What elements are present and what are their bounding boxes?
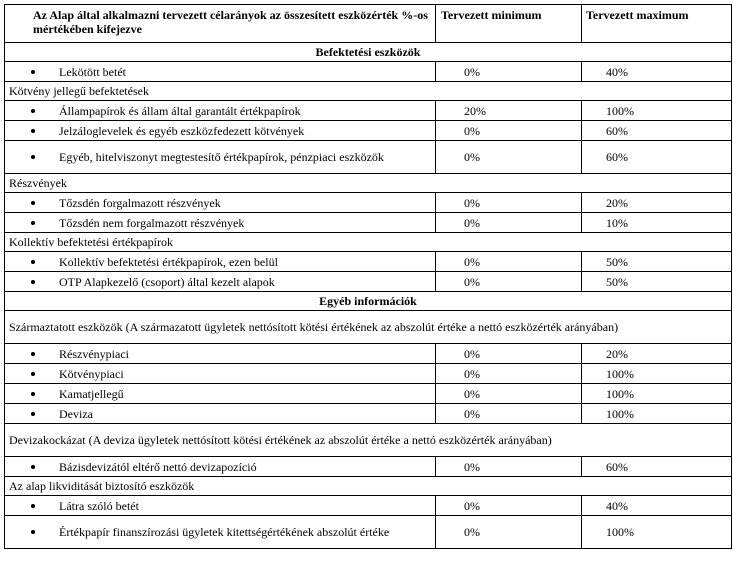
- max-value: 40%: [582, 62, 732, 82]
- item-cell: [5, 496, 436, 516]
- section-title: Egyéb információk: [5, 292, 732, 311]
- item-label: OTP Alapkezelő (csoport) által kezelt alapok: [59, 274, 275, 289]
- bullet-icon: [31, 372, 35, 376]
- bullet-icon: [31, 465, 35, 469]
- item-cell: [5, 62, 436, 82]
- item-label: Részvénypiaci: [59, 346, 129, 361]
- table-row: [5, 141, 732, 174]
- min-value: 0%: [436, 121, 582, 141]
- max-value: 50%: [582, 252, 732, 272]
- category-label: Kötvény jellegű befektetések: [5, 82, 732, 101]
- min-value: 20%: [436, 101, 582, 121]
- item-label: Kötvénypiaci: [59, 366, 124, 381]
- bullet-icon: [31, 70, 35, 74]
- category-label: Az alap likviditását biztosító eszközök: [5, 477, 732, 496]
- item-label: Kollektív befektetési értékpapírok, ezen belül: [59, 254, 278, 269]
- bullet-icon: [31, 155, 35, 159]
- table-row: [5, 213, 732, 233]
- table-row: [5, 364, 732, 384]
- item-label: Állampapírok és állam által garantált értékpapírok: [59, 103, 301, 118]
- category-row: [5, 477, 732, 496]
- min-value: 0%: [436, 193, 582, 213]
- item-cell: [5, 384, 436, 404]
- bullet-icon: [31, 201, 35, 205]
- category-label: Devizakockázat (A deviza ügyletek nettósított kötési értékének az abszolút értéke a nettó eszközérték arányában): [5, 424, 732, 457]
- max-value: 20%: [582, 344, 732, 364]
- min-value: 0%: [436, 272, 582, 292]
- min-value: 0%: [436, 364, 582, 384]
- category-row: [5, 233, 732, 252]
- category-row: [5, 424, 732, 457]
- max-value: 100%: [582, 101, 732, 121]
- item-label: Lekötött betét: [59, 64, 126, 79]
- section-title: Befektetési eszközök: [5, 43, 732, 62]
- header-row: [5, 5, 732, 43]
- bullet-icon: [31, 129, 35, 133]
- min-value: 0%: [436, 213, 582, 233]
- table-row: [5, 384, 732, 404]
- table-row: [5, 252, 732, 272]
- item-cell: [5, 457, 436, 477]
- table-row: [5, 344, 732, 364]
- bullet-icon: [31, 109, 35, 113]
- min-value: 0%: [436, 516, 582, 549]
- bullet-icon: [31, 352, 35, 356]
- item-cell: [5, 213, 436, 233]
- min-value: 0%: [436, 62, 582, 82]
- table-row: [5, 516, 732, 549]
- item-cell: [5, 404, 436, 424]
- bullet-icon: [31, 530, 35, 534]
- item-label: Tőzsdén nem forgalmazott részvények: [59, 215, 245, 230]
- category-label: Származtatott eszközök (A származatott ügyletek nettósított kötési értékének az abszolút értéke a nettó eszközérték arányában): [5, 311, 732, 344]
- min-value: 0%: [436, 457, 582, 477]
- bullet-icon: [31, 221, 35, 225]
- header-min: Tervezett minimum: [436, 5, 582, 43]
- max-value: 60%: [582, 121, 732, 141]
- item-label: Látra szóló betét: [59, 498, 139, 513]
- max-value: 100%: [582, 364, 732, 384]
- category-label: Részvények: [5, 174, 732, 193]
- item-cell: [5, 193, 436, 213]
- bullet-icon: [31, 280, 35, 284]
- max-value: 100%: [582, 516, 732, 549]
- min-value: 0%: [436, 496, 582, 516]
- item-cell: [5, 101, 436, 121]
- table-row: [5, 457, 732, 477]
- min-value: 0%: [436, 404, 582, 424]
- item-label: Bázisdevizától eltérő nettó devizapozíció: [59, 459, 257, 474]
- item-cell: [5, 272, 436, 292]
- table-row: [5, 272, 732, 292]
- table-row: [5, 496, 732, 516]
- item-label: Értékpapír finanszírozási ügyletek kitettségértékének abszolút értéke: [59, 525, 390, 539]
- min-value: 0%: [436, 384, 582, 404]
- max-value: 20%: [582, 193, 732, 213]
- allocation-table: [4, 4, 732, 549]
- min-value: 0%: [436, 252, 582, 272]
- max-value: 100%: [582, 404, 732, 424]
- category-row: [5, 82, 732, 101]
- section-row: [5, 43, 732, 62]
- category-row: [5, 311, 732, 344]
- bullet-icon: [31, 260, 35, 264]
- item-label: Jelzáloglevelek és egyéb eszközfedezett kötvények: [59, 123, 305, 138]
- bullet-icon: [31, 412, 35, 416]
- bullet-icon: [31, 392, 35, 396]
- max-value: 50%: [582, 272, 732, 292]
- min-value: 0%: [436, 344, 582, 364]
- max-value: 60%: [582, 141, 732, 174]
- item-cell: [5, 121, 436, 141]
- header-description: Az Alap által alkalmazni tervezett célarányok az összesített eszközérték %-os mértékében kifejezve: [5, 5, 436, 43]
- bullet-icon: [31, 504, 35, 508]
- item-cell: [5, 364, 436, 384]
- header-max: Tervezett maximum: [582, 5, 732, 43]
- section-row: [5, 292, 732, 311]
- max-value: 100%: [582, 384, 732, 404]
- min-value: 0%: [436, 141, 582, 174]
- item-cell: [5, 344, 436, 364]
- max-value: 10%: [582, 213, 732, 233]
- table-row: [5, 62, 732, 82]
- category-label: Kollektív befektetési értékpapírok: [5, 233, 732, 252]
- item-label: Kamatjellegű: [59, 386, 124, 401]
- table-row: [5, 193, 732, 213]
- item-label: Tőzsdén forgalmazott részvények: [59, 195, 221, 210]
- item-cell: [5, 141, 436, 174]
- table-row: [5, 121, 732, 141]
- item-label: Egyéb, hitelviszonyt megtestesítő értékpapírok, pénzpiaci eszközök: [59, 150, 384, 164]
- max-value: 60%: [582, 457, 732, 477]
- category-row: [5, 174, 732, 193]
- table-row: [5, 101, 732, 121]
- table-row: [5, 404, 732, 424]
- max-value: 40%: [582, 496, 732, 516]
- item-cell: [5, 516, 436, 549]
- item-label: Deviza: [59, 406, 93, 421]
- item-cell: [5, 252, 436, 272]
